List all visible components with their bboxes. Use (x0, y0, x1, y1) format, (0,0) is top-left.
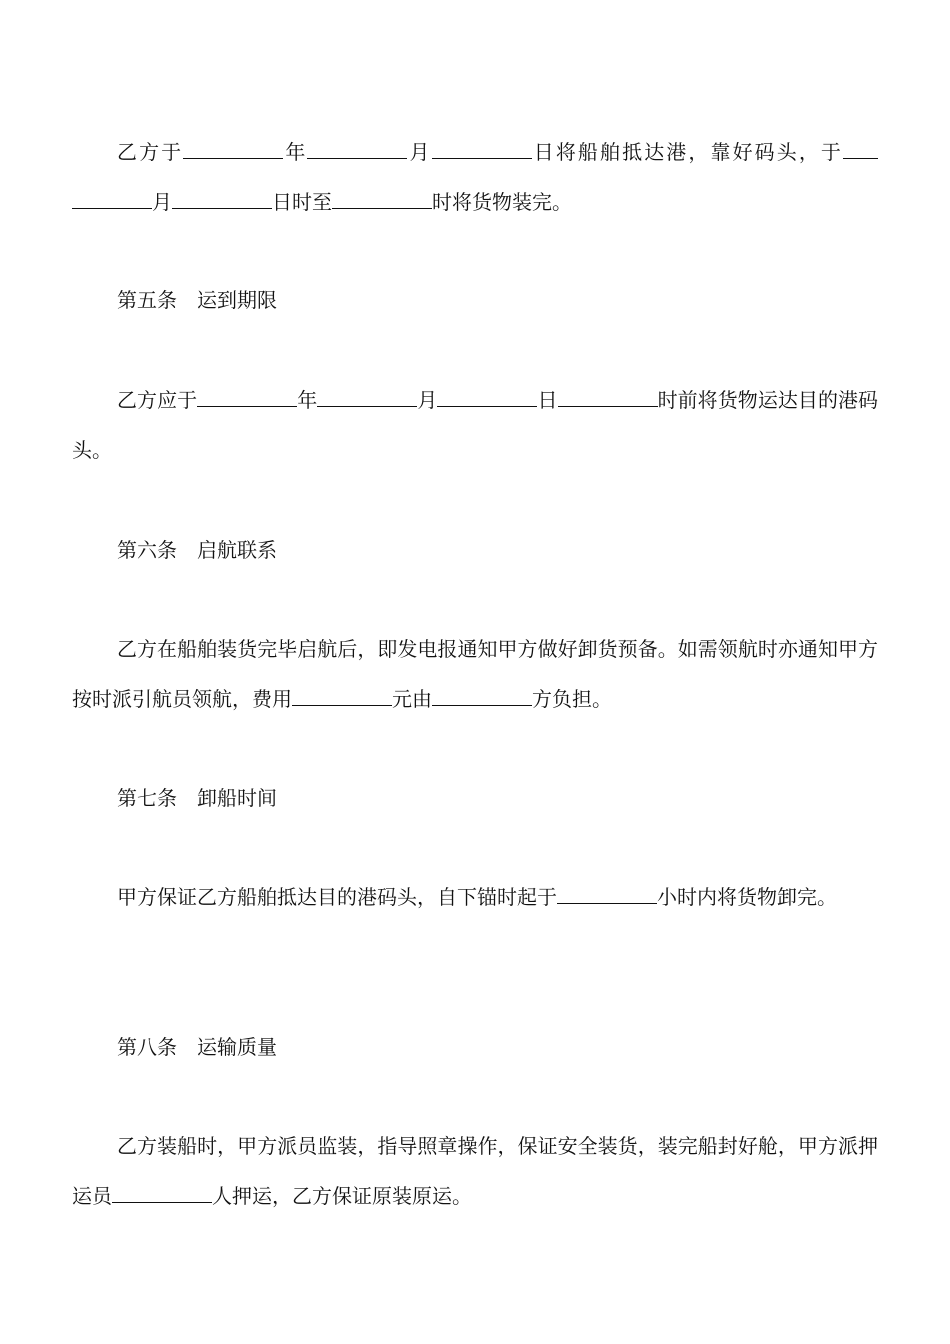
blank-field-year (183, 140, 283, 159)
blank-field-day (437, 388, 537, 407)
blank-field-hour (332, 190, 432, 209)
blank-field-month (307, 140, 407, 159)
text-segment: 日时至 (272, 190, 332, 214)
text-segment: 人押运，乙方保证原装原运。 (212, 1184, 472, 1208)
heading-article-7: 第七条 卸船时间 (117, 786, 277, 810)
paragraph-loading-time (72, 127, 878, 227)
text-segment: 日将船舶抵达港，靠好码头，于 (531, 140, 844, 164)
text-segment: 时将货物装完。 (432, 190, 572, 214)
blank-field-fee (292, 687, 392, 706)
blank-field-year (197, 388, 297, 407)
heading-article-8: 第八条 运输质量 (117, 1035, 277, 1059)
paragraph-unloading-time (72, 872, 878, 922)
paragraph-transport-quality (72, 1121, 878, 1221)
blank-field-escorts (112, 1184, 212, 1203)
text-segment: 时前将货物运达目的港码头。 (72, 388, 879, 462)
text-segment: 乙方装船时，甲方派员监装，指导照章操作，保证安全装货，装完船封好舱，甲方派押运员 (72, 1134, 878, 1208)
text-segment: 月 (407, 140, 432, 164)
heading-article-6: 第六条 启航联系 (117, 538, 277, 562)
text-segment: 乙方在船舶装货完毕启航后，即发电报通知甲方做好卸货预备。如需领航时亦通知甲方按时派引航员领航，费用 (72, 637, 878, 711)
text-segment: 月 (152, 190, 172, 214)
text-segment: 乙方应于 (117, 388, 198, 412)
paragraph-departure-contact (72, 624, 878, 724)
blank-field-day (432, 140, 532, 159)
blank-field-hour (558, 388, 658, 407)
text-segment: 月 (417, 388, 438, 412)
heading-article-5: 第五条 运到期限 (117, 288, 277, 312)
text-segment: 年 (283, 140, 308, 164)
text-segment: 甲方保证乙方船舶抵达目的港码头，自下锚时起于 (117, 885, 557, 909)
text-segment: 年 (297, 388, 318, 412)
paragraph-delivery-deadline (72, 375, 878, 475)
text-segment: 方负担。 (532, 687, 612, 711)
blank-field-party (432, 687, 532, 706)
text-segment: 乙方于 (117, 140, 184, 164)
blank-field-hours (557, 885, 657, 904)
blank-field-day (172, 190, 272, 209)
blank-field-start-cont (72, 190, 152, 209)
text-segment: 小时内将货物卸完。 (657, 885, 837, 909)
text-segment: 元由 (392, 687, 432, 711)
text-segment: 日 (537, 388, 558, 412)
blank-field-start (843, 140, 878, 159)
blank-field-month (317, 388, 417, 407)
